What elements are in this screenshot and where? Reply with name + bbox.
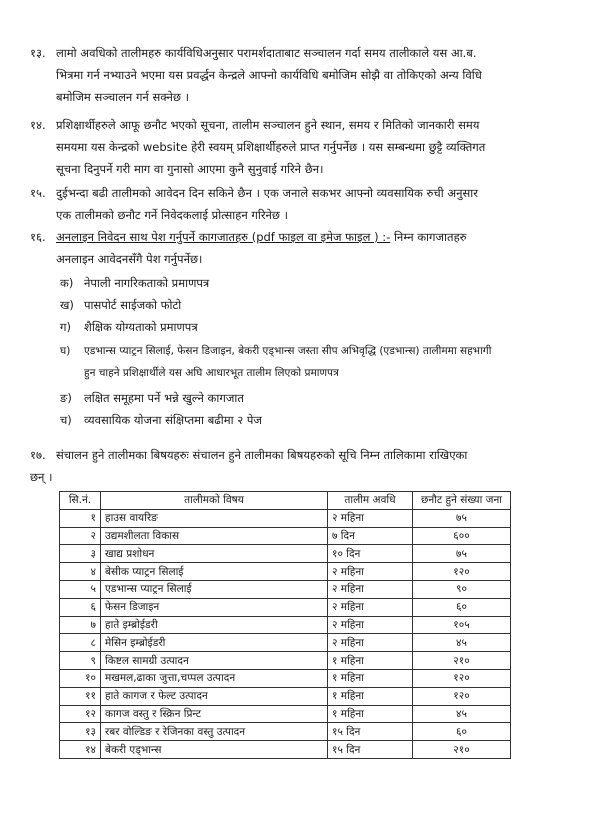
paragraph-15	[30, 182, 565, 226]
table-cell: एडभान्स प्याट्रन सिलाई	[101, 580, 328, 598]
table-cell: ४	[60, 563, 101, 581]
paragraph-line: संचालन हुने तालीमका बिषयहरुः संचालन हुने तालीमका बिषयहरुको सूचि निम्न तालिकामा राखिएका	[56, 448, 468, 462]
paragraph-13	[30, 42, 565, 108]
table-cell: १	[60, 509, 101, 527]
table-cell: मेसिन इम्ब्रोईडरी	[101, 634, 328, 652]
table-cell: २ महिना	[328, 634, 413, 652]
table-cell: ४५	[413, 634, 511, 652]
paragraph-number: १४.	[30, 118, 46, 132]
table-cell: ७५	[413, 545, 511, 563]
table-row	[60, 741, 511, 759]
paragraph-number: १५.	[30, 186, 46, 200]
list-item-text: शैक्षिक योग्यताको प्रमाणपत्र	[84, 320, 198, 334]
table-cell: १५ दिन	[328, 741, 413, 759]
paragraph-number: १३.	[30, 46, 46, 60]
table-row	[60, 580, 511, 598]
table-cell: २ महिना	[328, 563, 413, 581]
paragraph-line: सूचना दिनुपर्ने गरी माग वा गुनासो आएमा कुनै सुनुवाई गरिने छैन।	[56, 162, 324, 176]
paragraph-line: समयमा यस केन्द्रको website हेरी स्वयम् प्रशिक्षार्थीहरुले प्राप्त गर्नुपर्नेछ । यस सम्बन्धमा छुट्टै व्यक्तिगत	[56, 140, 486, 154]
paragraph-number: १६.	[30, 230, 46, 244]
training-table	[59, 491, 511, 759]
paragraph-line: दुईभन्दा बढी तालीमको आवेदन दिन सकिने छैन । एक जनाले सकभर आफ्नो व्यवसायिक रुची अनुसार	[56, 186, 478, 200]
table-cell: ६०	[413, 598, 511, 616]
column-header: तालीम अवधि	[328, 492, 413, 510]
table-cell: २ महिना	[328, 580, 413, 598]
paragraph-number: १७.	[30, 448, 46, 462]
table-cell: ५	[60, 580, 101, 598]
paragraph-line: निम्न कागजातहरु	[390, 230, 467, 244]
table-cell: ७५	[413, 509, 511, 527]
table-cell: ४५	[413, 705, 511, 723]
list-item-text: व्यवसायिक योजना संक्षिप्तमा बढीमा २ पेज	[84, 413, 262, 427]
column-header: तालीमको विषय	[101, 492, 328, 510]
table-cell: ९०	[413, 580, 511, 598]
table-cell: १२०	[413, 563, 511, 581]
column-header: छनौट हुने संख्या जना	[413, 492, 511, 510]
table-cell: २ महिना	[328, 616, 413, 634]
list-item-label: क)	[60, 276, 74, 290]
list-item	[60, 294, 565, 316]
table-cell: ६	[60, 598, 101, 616]
paragraph-line: प्रशिक्षार्थीहरुले आफू छनौट भएको सूचना, तालीम सञ्चालन हुने स्थान, समय र मितिको जानकारी समय	[56, 118, 480, 132]
list-item	[60, 316, 565, 338]
table-cell: ७	[60, 616, 101, 634]
paragraph-line: अनलाइन आवेदनसँगै पेश गर्नुपर्नेछ।	[56, 252, 203, 266]
table-row	[60, 723, 511, 741]
table-cell: १ महिना	[328, 669, 413, 687]
list-item-text: हुन चाहने प्रशिक्षार्थीले यस अघि आधारभूत तालीम लिएको प्रमाणपत्र	[84, 367, 339, 379]
table-cell: २१०	[413, 652, 511, 670]
list-item	[60, 387, 565, 409]
table-row	[60, 616, 511, 634]
table-cell: ३	[60, 545, 101, 563]
table-cell: १२	[60, 705, 101, 723]
table-cell: हाते इम्ब्रोईडरी	[101, 616, 328, 634]
table-header-row	[60, 492, 511, 510]
table-cell: फेसन डिजाइन	[101, 598, 328, 616]
table-cell: २१०	[413, 741, 511, 759]
paragraph-line: लामो अवधिको तालीमहरु कार्यविधिअनुसार परामर्शदाताबाट सञ्चालन गर्दा समय तालीकाले यस आ.ब.	[56, 46, 477, 60]
list-item	[60, 272, 565, 294]
table-cell: ७ दिन	[328, 527, 413, 545]
table-row	[60, 509, 511, 527]
table-cell: १५ दिन	[328, 723, 413, 741]
list-item-text: नेपाली नागरिकताको प्रमाणपत्र	[84, 276, 210, 290]
table-cell: मखमल,ढाका जुत्ता,चप्पल उत्पादन	[101, 669, 328, 687]
paragraph-16	[30, 226, 565, 270]
list-item-label: च)	[60, 413, 72, 427]
column-header: सि.नं.	[60, 492, 101, 510]
list-item-text: एडभान्स प्याट्रन सिलाई, फेसन डिजाइन, बेकरी एड्भान्स जस्ता सीप अभिवृद्धि (एडभान्स) तालीममा सहभागी	[84, 345, 492, 357]
table-cell: १२०	[413, 687, 511, 705]
table-row	[60, 634, 511, 652]
table-cell: १०५	[413, 616, 511, 634]
table-cell: खाद्य प्रशोधन	[101, 545, 328, 563]
table-cell: १४	[60, 741, 101, 759]
table-cell: १ महिना	[328, 705, 413, 723]
table-row	[60, 669, 511, 687]
table-row	[60, 705, 511, 723]
section-heading: अनलाइन निवेदन साथ पेश गर्नुपर्ने कागजातहरु (pdf फाइल वा इमेज फाइल ) :-	[56, 230, 391, 244]
table-cell: २ महिना	[328, 509, 413, 527]
paragraph-line: बमोजिम सञ्चालन गर्न सक्नेछ ।	[56, 90, 190, 104]
table-cell: किष्टल सामग्री उत्पादन	[101, 652, 328, 670]
table-cell: बेसीक प्याट्रन सिलाई	[101, 563, 328, 581]
paragraph-14	[30, 114, 565, 180]
paragraph-17	[30, 444, 565, 488]
table-row	[60, 687, 511, 705]
list-item-label: ख)	[60, 298, 74, 312]
table-cell: ९	[60, 652, 101, 670]
table-cell: २	[60, 527, 101, 545]
table-cell: ६००	[413, 527, 511, 545]
table-cell: हाउस वायरिङ	[101, 509, 328, 527]
table-cell: १ महिना	[328, 687, 413, 705]
table-cell: ६०	[413, 723, 511, 741]
table-cell: ११	[60, 687, 101, 705]
table-cell: १ महिना	[328, 652, 413, 670]
table-cell: १० दिन	[328, 545, 413, 563]
table-cell: रबर वोल्डिङ र रेजिनका वस्तु उत्पादन	[101, 723, 328, 741]
list-item-label: ङ)	[60, 391, 72, 405]
table-row	[60, 563, 511, 581]
paragraph-line: छन् ।	[30, 470, 53, 484]
table-row	[60, 545, 511, 563]
list-item-text: पासपोर्ट साईजको फोटो	[84, 298, 182, 312]
table-cell: १२०	[413, 669, 511, 687]
list-item-label: घ)	[60, 345, 71, 357]
list-item-text: लक्षित समूहमा पर्ने भन्ने खुल्ने कागजात	[84, 391, 244, 405]
table-row	[60, 598, 511, 616]
table-cell: १३	[60, 723, 101, 741]
table-row	[60, 527, 511, 545]
list-item	[60, 409, 565, 431]
table-cell: ८	[60, 634, 101, 652]
table-cell: हाते कागज र फेल्ट उत्पादन	[101, 687, 328, 705]
list-item	[60, 340, 565, 384]
table-cell: २ महिना	[328, 598, 413, 616]
list-item-label: ग)	[60, 320, 71, 334]
table-cell: १०	[60, 669, 101, 687]
paragraph-line: एक तालीमको छनौट गर्ने निवेदकलाई प्रोत्साहन गरिनेछ ।	[56, 208, 288, 222]
table-cell: उद्यमशीलता विकास	[101, 527, 328, 545]
table-row	[60, 652, 511, 670]
table-cell: बेकरी एड्भान्स	[101, 741, 328, 759]
paragraph-line: भित्रमा गर्न नभ्याउने भएमा यस प्रवर्द्धन केन्द्रले आफ्नो कार्यविधि बमोजिम सोझै वा तोकिएको अन्य विधि	[56, 68, 482, 82]
table-cell: कागज वस्तु र स्क्रिन प्रिन्ट	[101, 705, 328, 723]
